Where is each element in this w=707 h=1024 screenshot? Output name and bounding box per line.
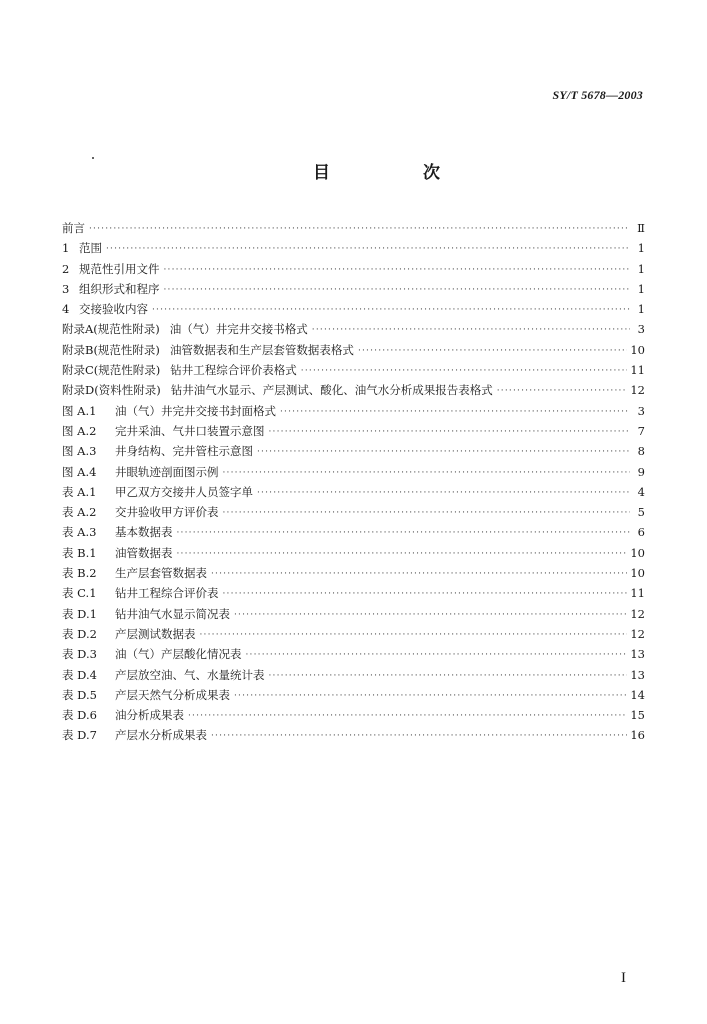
toc-entry-label: 井眼轨迹剖面图示例 bbox=[115, 464, 219, 479]
toc-entry-page: 11 bbox=[630, 586, 645, 601]
dot-leader bbox=[211, 564, 627, 584]
toc-entry[interactable] bbox=[62, 299, 645, 319]
toc-entry-number: 图 A.1 bbox=[62, 403, 97, 418]
toc-entry[interactable] bbox=[62, 543, 645, 563]
toc-entry[interactable] bbox=[62, 340, 645, 360]
toc-entry[interactable] bbox=[62, 502, 645, 522]
dot-leader bbox=[301, 361, 628, 381]
toc-entry[interactable] bbox=[62, 238, 645, 258]
toc-entry-page: 10 bbox=[630, 342, 645, 357]
toc-entry-label: 油（气）井完井交接书封面格式 bbox=[115, 403, 276, 418]
toc-entry[interactable] bbox=[62, 441, 645, 461]
dot-leader bbox=[280, 402, 630, 422]
toc-entry[interactable] bbox=[62, 583, 645, 603]
toc-entry-number: 表 D.5 bbox=[62, 687, 97, 702]
standard-code: SY/T 5678—2003 bbox=[552, 88, 643, 102]
toc-entry-number: 表 A.3 bbox=[62, 525, 97, 540]
toc-entry-page: Ⅱ bbox=[637, 221, 645, 235]
toc-entry-page: 5 bbox=[637, 505, 645, 520]
toc-entry-number: 附录A(规范性附录) bbox=[62, 322, 160, 337]
dot-leader bbox=[200, 625, 628, 645]
toc-entry[interactable] bbox=[62, 319, 645, 339]
dot-leader bbox=[188, 706, 627, 726]
toc-entry-number: 表 D.4 bbox=[62, 667, 97, 682]
toc-entry[interactable] bbox=[62, 563, 645, 583]
toc-entry-page: 1 bbox=[637, 261, 645, 276]
toc-entry-page: 10 bbox=[630, 545, 645, 560]
dot-leader bbox=[223, 584, 628, 604]
toc-entry-number: 表 D.7 bbox=[62, 728, 97, 743]
toc-entry[interactable] bbox=[62, 462, 645, 482]
toc-entry-page: 10 bbox=[630, 566, 645, 581]
toc-entry-page: 7 bbox=[637, 423, 645, 438]
toc-entry-number: 3 bbox=[62, 281, 70, 296]
toc-entry[interactable] bbox=[62, 360, 645, 380]
toc-entry-label: 井身结构、完井管柱示意图 bbox=[115, 444, 253, 459]
dot-leader bbox=[246, 645, 628, 665]
toc-entry-page: 16 bbox=[630, 728, 645, 743]
toc-entry-number: 图 A.3 bbox=[62, 444, 97, 459]
toc-entry[interactable] bbox=[62, 725, 645, 745]
toc-entry-label: 钻井工程综合评价表格式 bbox=[170, 363, 297, 378]
toc-entry-number: 表 A.1 bbox=[62, 484, 97, 499]
toc-entry-label: 交接验收内容 bbox=[79, 302, 148, 317]
toc-entry-page: 1 bbox=[637, 241, 645, 256]
dot-leader bbox=[223, 503, 631, 523]
toc-entry[interactable] bbox=[62, 401, 645, 421]
toc-entry-number: 2 bbox=[62, 261, 70, 276]
toc-entry-label: 钻井油气水显示简况表 bbox=[115, 606, 230, 621]
toc-entry[interactable] bbox=[62, 279, 645, 299]
dot-leader bbox=[106, 239, 630, 259]
toc-entry-number: 表 D.6 bbox=[62, 708, 97, 723]
toc-entry-page: 12 bbox=[630, 383, 645, 398]
scan-speck bbox=[92, 157, 94, 159]
page-number: I bbox=[621, 970, 626, 986]
toc-entry-page: 14 bbox=[630, 687, 645, 702]
toc-entry-number: 表 A.2 bbox=[62, 505, 97, 520]
toc-entry-page: 4 bbox=[637, 484, 645, 499]
toc-entry[interactable] bbox=[62, 259, 645, 279]
dot-leader bbox=[269, 666, 628, 686]
toc-entry-page: 11 bbox=[630, 363, 645, 378]
toc-title: 目 次 bbox=[313, 163, 478, 183]
toc-entry-number: 附录C(规范性附录) bbox=[62, 363, 161, 378]
toc-entry-number: 表 C.1 bbox=[62, 586, 97, 601]
toc-entry-label: 钻井油气水显示、产层测试、酸化、油气水分析成果报告表格式 bbox=[170, 383, 493, 398]
toc-entry-number: 附录B(规范性附录) bbox=[62, 342, 160, 357]
toc-entry[interactable] bbox=[62, 218, 645, 238]
table-of-contents bbox=[62, 218, 645, 746]
toc-entry[interactable] bbox=[62, 380, 645, 400]
toc-entry-label: 前言 bbox=[62, 221, 85, 235]
toc-entry-label: 油管数据表 bbox=[115, 545, 173, 560]
toc-entry-page: 3 bbox=[637, 322, 645, 337]
dot-leader bbox=[223, 463, 631, 483]
dot-leader bbox=[164, 280, 631, 300]
dot-leader bbox=[164, 260, 631, 280]
toc-entry-label: 钻井工程综合评价表 bbox=[115, 586, 219, 601]
toc-entry-number: 1 bbox=[62, 241, 70, 256]
toc-entry-page: 9 bbox=[637, 464, 645, 479]
toc-entry[interactable] bbox=[62, 644, 645, 664]
toc-entry[interactable] bbox=[62, 522, 645, 542]
dot-leader bbox=[257, 442, 630, 462]
toc-entry-number: 4 bbox=[62, 302, 70, 317]
dot-leader bbox=[312, 320, 630, 340]
dot-leader bbox=[211, 726, 627, 746]
dot-leader bbox=[234, 605, 627, 625]
toc-entry-label: 生产层套管数据表 bbox=[115, 566, 207, 581]
toc-entry-label: 油（气）井完井交接书格式 bbox=[169, 322, 308, 337]
toc-entry-label: 产层天然气分析成果表 bbox=[115, 687, 230, 702]
toc-entry-number: 表 B.2 bbox=[62, 566, 97, 581]
toc-entry[interactable] bbox=[62, 665, 645, 685]
toc-entry-label: 油分析成果表 bbox=[115, 708, 184, 723]
toc-entry[interactable] bbox=[62, 482, 645, 502]
toc-entry-page: 13 bbox=[630, 647, 645, 662]
toc-entry-label: 完井采油、气井口装置示意图 bbox=[115, 423, 265, 438]
toc-entry-label: 产层测试数据表 bbox=[115, 626, 196, 641]
toc-entry-page: 6 bbox=[637, 525, 645, 540]
toc-entry-page: 12 bbox=[630, 626, 645, 641]
toc-entry-label: 交井验收甲方评价表 bbox=[115, 505, 219, 520]
toc-entry-label: 甲乙双方交接井人员签字单 bbox=[115, 484, 253, 499]
toc-entry-page: 15 bbox=[630, 708, 645, 723]
toc-entry-label: 基本数据表 bbox=[115, 525, 173, 540]
dot-leader bbox=[234, 686, 627, 706]
toc-entry-label: 范围 bbox=[79, 241, 102, 256]
toc-entry[interactable] bbox=[62, 604, 645, 624]
dot-leader bbox=[177, 523, 631, 543]
toc-entry-page: 12 bbox=[630, 606, 645, 621]
toc-entry-label: 产层水分析成果表 bbox=[115, 728, 207, 743]
toc-entry-label: 油管数据表和生产层套管数据表格式 bbox=[169, 342, 354, 357]
toc-entry-page: 13 bbox=[630, 667, 645, 682]
toc-entry-page: 1 bbox=[637, 302, 645, 317]
toc-entry-label: 油（气）产层酸化情况表 bbox=[115, 647, 242, 662]
dot-leader bbox=[257, 483, 630, 503]
toc-entry-number: 图 A.4 bbox=[62, 464, 97, 479]
toc-entry-number: 附录D(资料性附录) bbox=[62, 383, 161, 398]
toc-entry-label: 规范性引用文件 bbox=[79, 261, 160, 276]
dot-leader bbox=[269, 422, 631, 442]
toc-entry-page: 1 bbox=[637, 281, 645, 296]
toc-entry[interactable] bbox=[62, 421, 645, 441]
dot-leader bbox=[152, 300, 630, 320]
dot-leader bbox=[358, 341, 627, 361]
toc-entry-label: 产层放空油、气、水量统计表 bbox=[115, 667, 265, 682]
toc-entry-number: 表 D.2 bbox=[62, 626, 97, 641]
toc-entry-number: 表 D.1 bbox=[62, 606, 97, 621]
dot-leader bbox=[177, 544, 628, 564]
dot-leader bbox=[497, 381, 628, 401]
toc-entry[interactable] bbox=[62, 705, 645, 725]
toc-entry-label: 组织形式和程序 bbox=[79, 281, 160, 296]
toc-entry-page: 8 bbox=[637, 444, 645, 459]
toc-entry[interactable] bbox=[62, 624, 645, 644]
dot-leader bbox=[89, 219, 630, 239]
toc-entry-number: 图 A.2 bbox=[62, 423, 97, 438]
toc-entry-number: 表 D.3 bbox=[62, 647, 97, 662]
toc-entry-page: 3 bbox=[637, 403, 645, 418]
toc-entry[interactable] bbox=[62, 685, 645, 705]
toc-entry-number: 表 B.1 bbox=[62, 545, 97, 560]
